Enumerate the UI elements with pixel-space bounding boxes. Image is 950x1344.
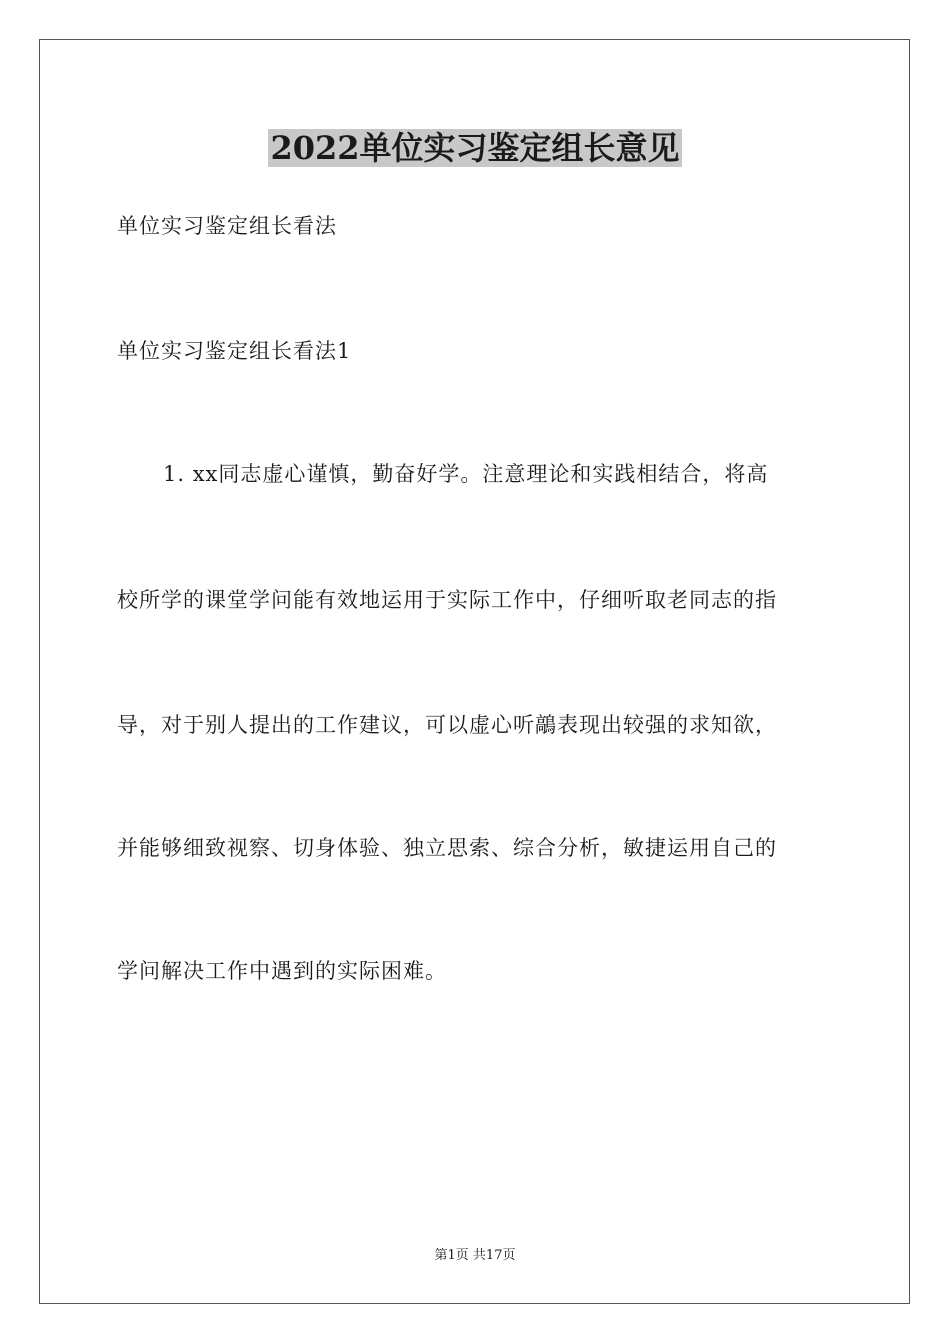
document-title: 2022单位实习鉴定组长意见 [270,129,680,167]
document-title-block [0,126,950,170]
section-heading: 单位实习鉴定组长看法 [117,214,337,238]
page-footer: 第1页 共17页 [434,1248,516,1263]
paragraph-line-5: 学问解决工作中遇到的实际困难。 [117,959,447,983]
paragraph-line-4: 并能够细致视察、切身体验、独立思索、综合分析，敏捷运用自己的 [117,836,777,860]
paragraph-line-2: 校所学的课堂学问能有效地运用于实际工作中，仔细听取老同志的指 [117,588,777,612]
paragraph-line-3: 导，对于别人提出的工作建议，可以虚心听鶮表现出较强的求知欲， [117,713,777,737]
paragraph-line-1: 1. xx同志虚心谨慎，勤奋好学。注意理论和实践相结合，将高 [163,462,769,486]
subsection-heading: 单位实习鉴定组长看法1 [117,339,352,363]
